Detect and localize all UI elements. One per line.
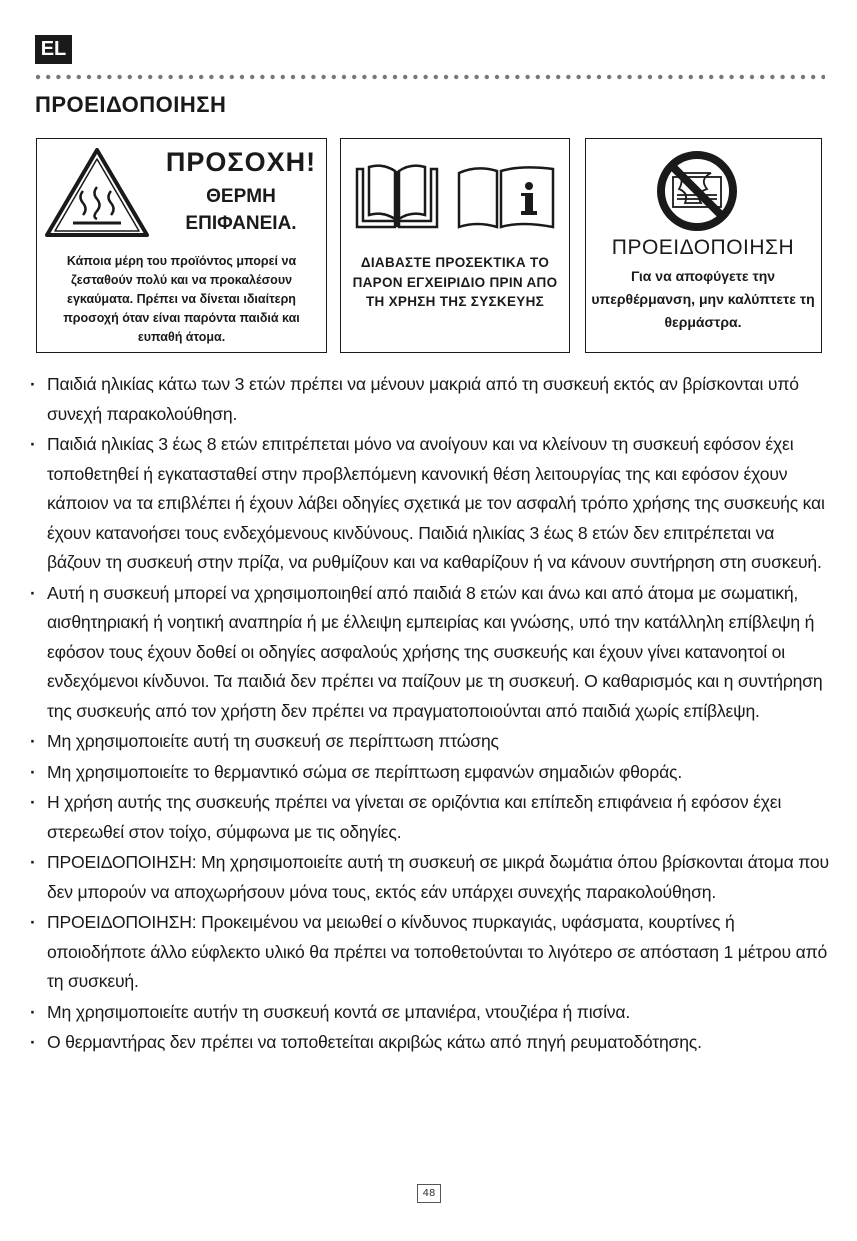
page-title: ΠΡΟΕΙΔΟΠΟΙΗΣΗ [35, 92, 227, 117]
do-not-cover-description: Για να αποφύγετε την υπερθέρμανση, μην καλύπτετε τη θερμάστρα. [591, 268, 815, 330]
do-not-cover-title: ΠΡΟΕΙΔΟΠΟΙΗΣΗ [611, 236, 795, 259]
language-badge: EL [35, 35, 72, 64]
hot-surface-description: Κάποια μέρη του προϊόντος μπορεί να ζεσταθούν πολύ και να προκαλέσουν εγκαύματα. Πρέπει να δίνεται ιδιαίτερη προσοχή όταν είναι παρόντα παιδιά και ευπαθή άτομα. [63, 254, 300, 344]
read-manual-text: ΔΙΑΒΑΣΤΕ ΠΡΟΣΕΚΤΙΚΑ ΤΟ ΠΑΡΟΝ ΕΓΧΕΙΡΙΔΙΟ ΠΡΙΝ ΑΠΟ ΤΗ ΧΡΗΣΗ ΤΗΣ ΣΥΣΚΕΥΗΣ [352, 255, 558, 309]
hot-surface-warning-box [36, 138, 327, 353]
list-item: · Παιδιά ηλικίας 3 έως 8 ετών επιτρέπεται μόνο να ανοίγουν και να κλείνουν τη συσκευή εφόσον έχει τοποθετηθεί ή εγκατασταθεί στην προβλεπόμενη κανονική θέση λειτουργίας της και εφόσον έχουν κάποιον να τα επιβλέπει ή έχουν λάβει οδηγίες σχετικά με τον ασφαλή τρόπο χρήσης της συσκευής και έχουν κατανοήσει τους ενδεχόμενους κινδύνους. Παιδιά ηλικίας 3 έως 8 ετών δεν επιτρέπεται να βάζουν τη συσκευή στην πρίζα, να ρυθμίζουν και να καθαρίζουν ή να κάνουν συντήρηση στη συσκευή. [30, 430, 830, 578]
hot-surface-warning-icon [43, 145, 151, 241]
list-item: · ΠΡΟΕΙΔΟΠΟΙΗΣΗ: Προκειμένου να μειωθεί ο κίνδυνος πυρκαγιάς, υφάσματα, κουρτίνες ή οποιοδήποτε άλλο εύφλεκτο υλικό θα πρέπει να τοποθετούνται το λιγότερο σε απόσταση 1 μέτρου από τη συσκευή. [30, 908, 830, 997]
safety-instructions-list [30, 370, 830, 1059]
hot-surface-subtitle-line2: ΕΠΙΦΑΝΕΙΑ. [185, 213, 297, 234]
read-manual-box [340, 138, 570, 353]
hot-surface-subtitle-line1: ΘΕΡΜΗ [206, 186, 276, 207]
list-item: · Αυτή η συσκευή μπορεί να χρησιμοποιηθεί από παιδιά 8 ετών και άνω και από άτομα με σωματική, αισθητηριακή ή νοητική αναπηρία ή με έλλειψη εμπειρίας και γνώσης, υπό την κατάλληλη επίβλεψη ή εφόσον τους έχουν δοθεί οι οδηγίες ασφαλούς χρήσης της συσκευής και έχουν γίνει κατανοητοί οι ενδεχόμενοι κίνδυνοι. Τα παιδιά δεν πρέπει να παίζουν με τη συσκευή. Ο καθαρισμός και η συντήρηση της συσκευής από τον χρήστη δεν πρέπει να πραγματοποιούνται από παιδιά χωρίς επίβλεψη. [30, 579, 830, 727]
list-item: · ΠΡΟΕΙΔΟΠΟΙΗΣΗ: Μη χρησιμοποιείτε αυτή τη συσκευή σε μικρά δωμάτια όπου βρίσκονται άτομα που δεν μπορούν να αποχωρήσουν μόνα τους, εκτός εάν υπάρχει συνεχής παρακολούθηση. [30, 848, 830, 907]
list-item: · Ο θερμαντήρας δεν πρέπει να τοποθετείται ακριβώς κάτω από πηγή ρευματοδότησης. [30, 1028, 830, 1058]
manual-book-icon [351, 161, 561, 233]
hot-surface-subtitle [155, 183, 327, 237]
list-item: · Παιδιά ηλικίας κάτω των 3 ετών πρέπει να μένουν μακριά από τη συσκευή εκτός αν βρίσκονται υπό συνεχή παρακολούθηση. [30, 370, 830, 429]
do-not-cover-box [585, 138, 822, 353]
list-item: · Μη χρησιμοποιείτε αυτήν τη συσκευή κοντά σε μπανιέρα, ντουζιέρα ή πισίνα. [30, 998, 830, 1028]
do-not-cover-icon [655, 149, 739, 233]
hot-surface-title: ΠΡΟΣΟΧΗ! [165, 147, 317, 177]
list-item: · Μη χρησιμοποιείτε το θερμαντικό σώμα σε περίπτωση εμφανών σημαδιών φθοράς. [30, 758, 830, 788]
dotted-divider [35, 74, 825, 80]
list-item: · Μη χρησιμοποιείτε αυτή τη συσκευή σε περίπτωση πτώσης [30, 727, 830, 757]
page-number: 48 [417, 1184, 441, 1203]
list-item: · Η χρήση αυτής της συσκευής πρέπει να γίνεται σε οριζόντια και επίπεδη επιφάνεια ή εφόσον έχει στερεωθεί στον τοίχο, σύμφωνα με τις οδηγίες. [30, 788, 830, 847]
